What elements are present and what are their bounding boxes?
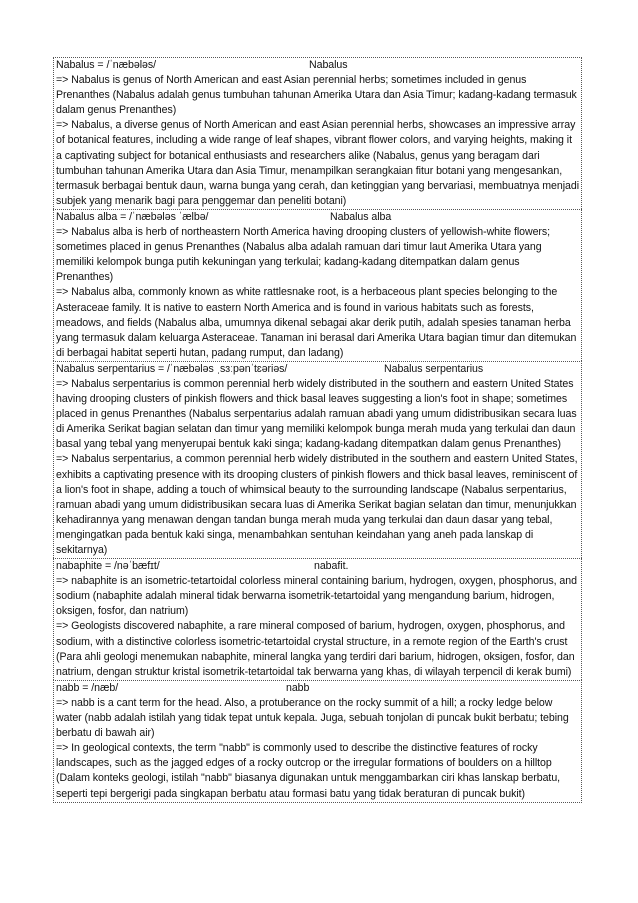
dictionary-entry <box>53 558 582 680</box>
entry-example: => Nabalus alba, commonly known as white rattlesnake root, is a herbaceous plant species belonging to the Asteraceae family. It is native to eastern North America and is found in various habitats such as forests, meadows, and fields (Nabalus alba, umumnya dikenal sebagai akar derik putih, adalah spesies tanaman herba yang termasuk dalam keluarga Asteraceae. Tanaman ini berasal dari Amerika Utara bagian timur dan ditemukan di berbagai habitat seperti hutan, padang rumput, dan ladang) <box>56 286 577 359</box>
entry-translation-word: nabafit. <box>314 560 349 573</box>
dictionary-entry <box>53 209 582 361</box>
entry-example: => Nabalus serpentarius, a common perennial herb widely distributed in the southern and eastern United States, exhibits a captivating presence with its drooping clusters of pinkish flowers and thick basal leaves, reminiscent of a lion's foot in shape, adding a touch of whimsical beauty to the surrounding landscape (Nabalus serpentarius, ramuan abadi yang umum didistribusikan secara luas di Amerika Serikat bagian selatan dan timur, menunjukkan kehadirannya yang menawan dengan tandan bunga merah muda yang terkulai dan daun dasar yang tebal, mengingatkan pada bentuk kaki singa, menambahkan sentuhan keindahan yang aneh pada lanskap di sekitarnya) <box>56 453 578 556</box>
entry-headword-pronunciation: Nabalus serpentarius = /ˈnæbələs ˌsɜːpənˈtɛəriəs/ <box>56 362 288 375</box>
entry-translation-word: Nabalus alba <box>330 210 392 223</box>
entry-definition: => nabaphite is an isometric-tetartoidal colorless mineral containing barium, hydrogen, oxygen, phosphorus, and sodium (nabaphite adalah mineral tidak berwarna isometrik-tetartoidal yang mengandung barium, hidrogen, oksigen, fosfor, dan natrium) <box>56 575 577 618</box>
entry-definition: => nabb is a cant term for the head. Also, a protuberance on the rocky summit of a hill; a rocky ledge below water (nabb adalah istilah yang tidak tepat untuk kepala. Juga, sebuah tonjolan di puncak bukit berbatu; tebing berbatu di bawah air) <box>56 696 569 740</box>
dictionary-entry <box>53 361 582 558</box>
entry-translation-word: nabb <box>286 681 310 694</box>
entry-definition: => Nabalus alba is herb of northeastern North America having drooping clusters of yellowish-white flowers; sometimes placed in genus Prenanthes (Nabalus alba adalah ramuan dari timur laut Amerika Utara yang memiliki kelompok bunga putih kekuningan yang terkulai; kadang-kadang ditempatkan dalam genus Prenanthes) <box>56 226 551 284</box>
entry-example: => In geological contexts, the term "nabb" is commonly used to describe the distinctive features of rocky landscapes, such as the jagged edges of a rocky outcrop or the irregular formations of boulders on a hilltop (Dalam konteks geologi, istilah "nabb" biasanya digunakan untuk menggambarkan ciri khas lanskap berbatu, seperti tepi bergerigi pada singkapan berbatu atau formasi batu yang tidak beraturan di puncak bukit) <box>56 742 561 800</box>
entry-header <box>56 362 579 377</box>
dictionary-entry <box>53 680 582 803</box>
entry-headword-pronunciation: Nabalus = /ˈnæbələs/ <box>56 59 156 71</box>
entry-definition: => Nabalus is genus of North American and east Asian perennial herbs; sometimes included in genus Prenanthes (Nabalus adalah genus tumbuhan tahunan Amerika Utara dan Asia Timur; kadang-kadang termasuk dalam genus Prenanthes) <box>56 74 577 117</box>
entry-headword-pronunciation: nabb = /næb/ <box>56 681 119 694</box>
entry-example: => Geologists discovered nabaphite, a rare mineral composed of barium, hydrogen, oxygen, phosphorus, and sodium, with a distinctive colorless isometric-tetartoidal crystal structure, in a remote region of the Earth's crust (Para ahli geologi menemukan nabaphite, mineral langka yang terdiri dari barium, hidrogen, oksigen, fosfor, dan natrium, dengan struktur kristal isometrik-tetartoidal tak berwarna yang khas, di wilayah terpencil di kerak bumi) <box>56 620 575 678</box>
dictionary-entry <box>53 57 582 209</box>
entry-example: => Nabalus, a diverse genus of North American and east Asian perennial herbs, showcases an impressive array of botanical features, including a wide range of leaf shapes, vibrant flower colors, and varying heights, making it a captivating subject for botanical enthusiasts and researchers alike (Nabalus, genus yang beragam dari tumbuhan tahunan Amerika Utara dan Asia Timur, menampilkan serangkaian fitur botani yang mengesankan, termasuk berbagai bentuk daun, warna bunga yang cerah, dan ketinggian yang bervariasi, membuatnya menjadi subjek yang menarik bagi para penggemar dan peneliti botani) <box>56 119 580 207</box>
entry-translation-word: Nabalus <box>309 59 348 71</box>
entry-header <box>56 58 579 73</box>
entry-header <box>56 681 579 696</box>
entry-definition: => Nabalus serpentarius is common perennial herb widely distributed in the southern and eastern United States having drooping clusters of pinkish flowers and thick basal leaves suggesting a lion's foot in shape; sometimes placed in genus Prenanthes (Nabalus serpentarius adalah ramuan abadi yang umum didistribusikan secara luas di Amerika Serikat bagian selatan dan timur yang memiliki kelompok bunga merah muda yang terkulai dan daun basal yang tebal yang menyerupai bentuk kaki singa; kadang-kadang ditempatkan dalam genus Prenanthes) <box>56 377 577 451</box>
entry-header <box>56 210 579 225</box>
entry-headword-pronunciation: Nabalus alba = /ˈnæbələs ˈælbə/ <box>56 210 209 223</box>
entry-header <box>56 559 579 574</box>
entry-translation-word: Nabalus serpentarius <box>384 362 484 375</box>
entry-headword-pronunciation: nabaphite = /nəˈbæfɪt/ <box>56 560 160 573</box>
dictionary-document <box>53 57 582 803</box>
